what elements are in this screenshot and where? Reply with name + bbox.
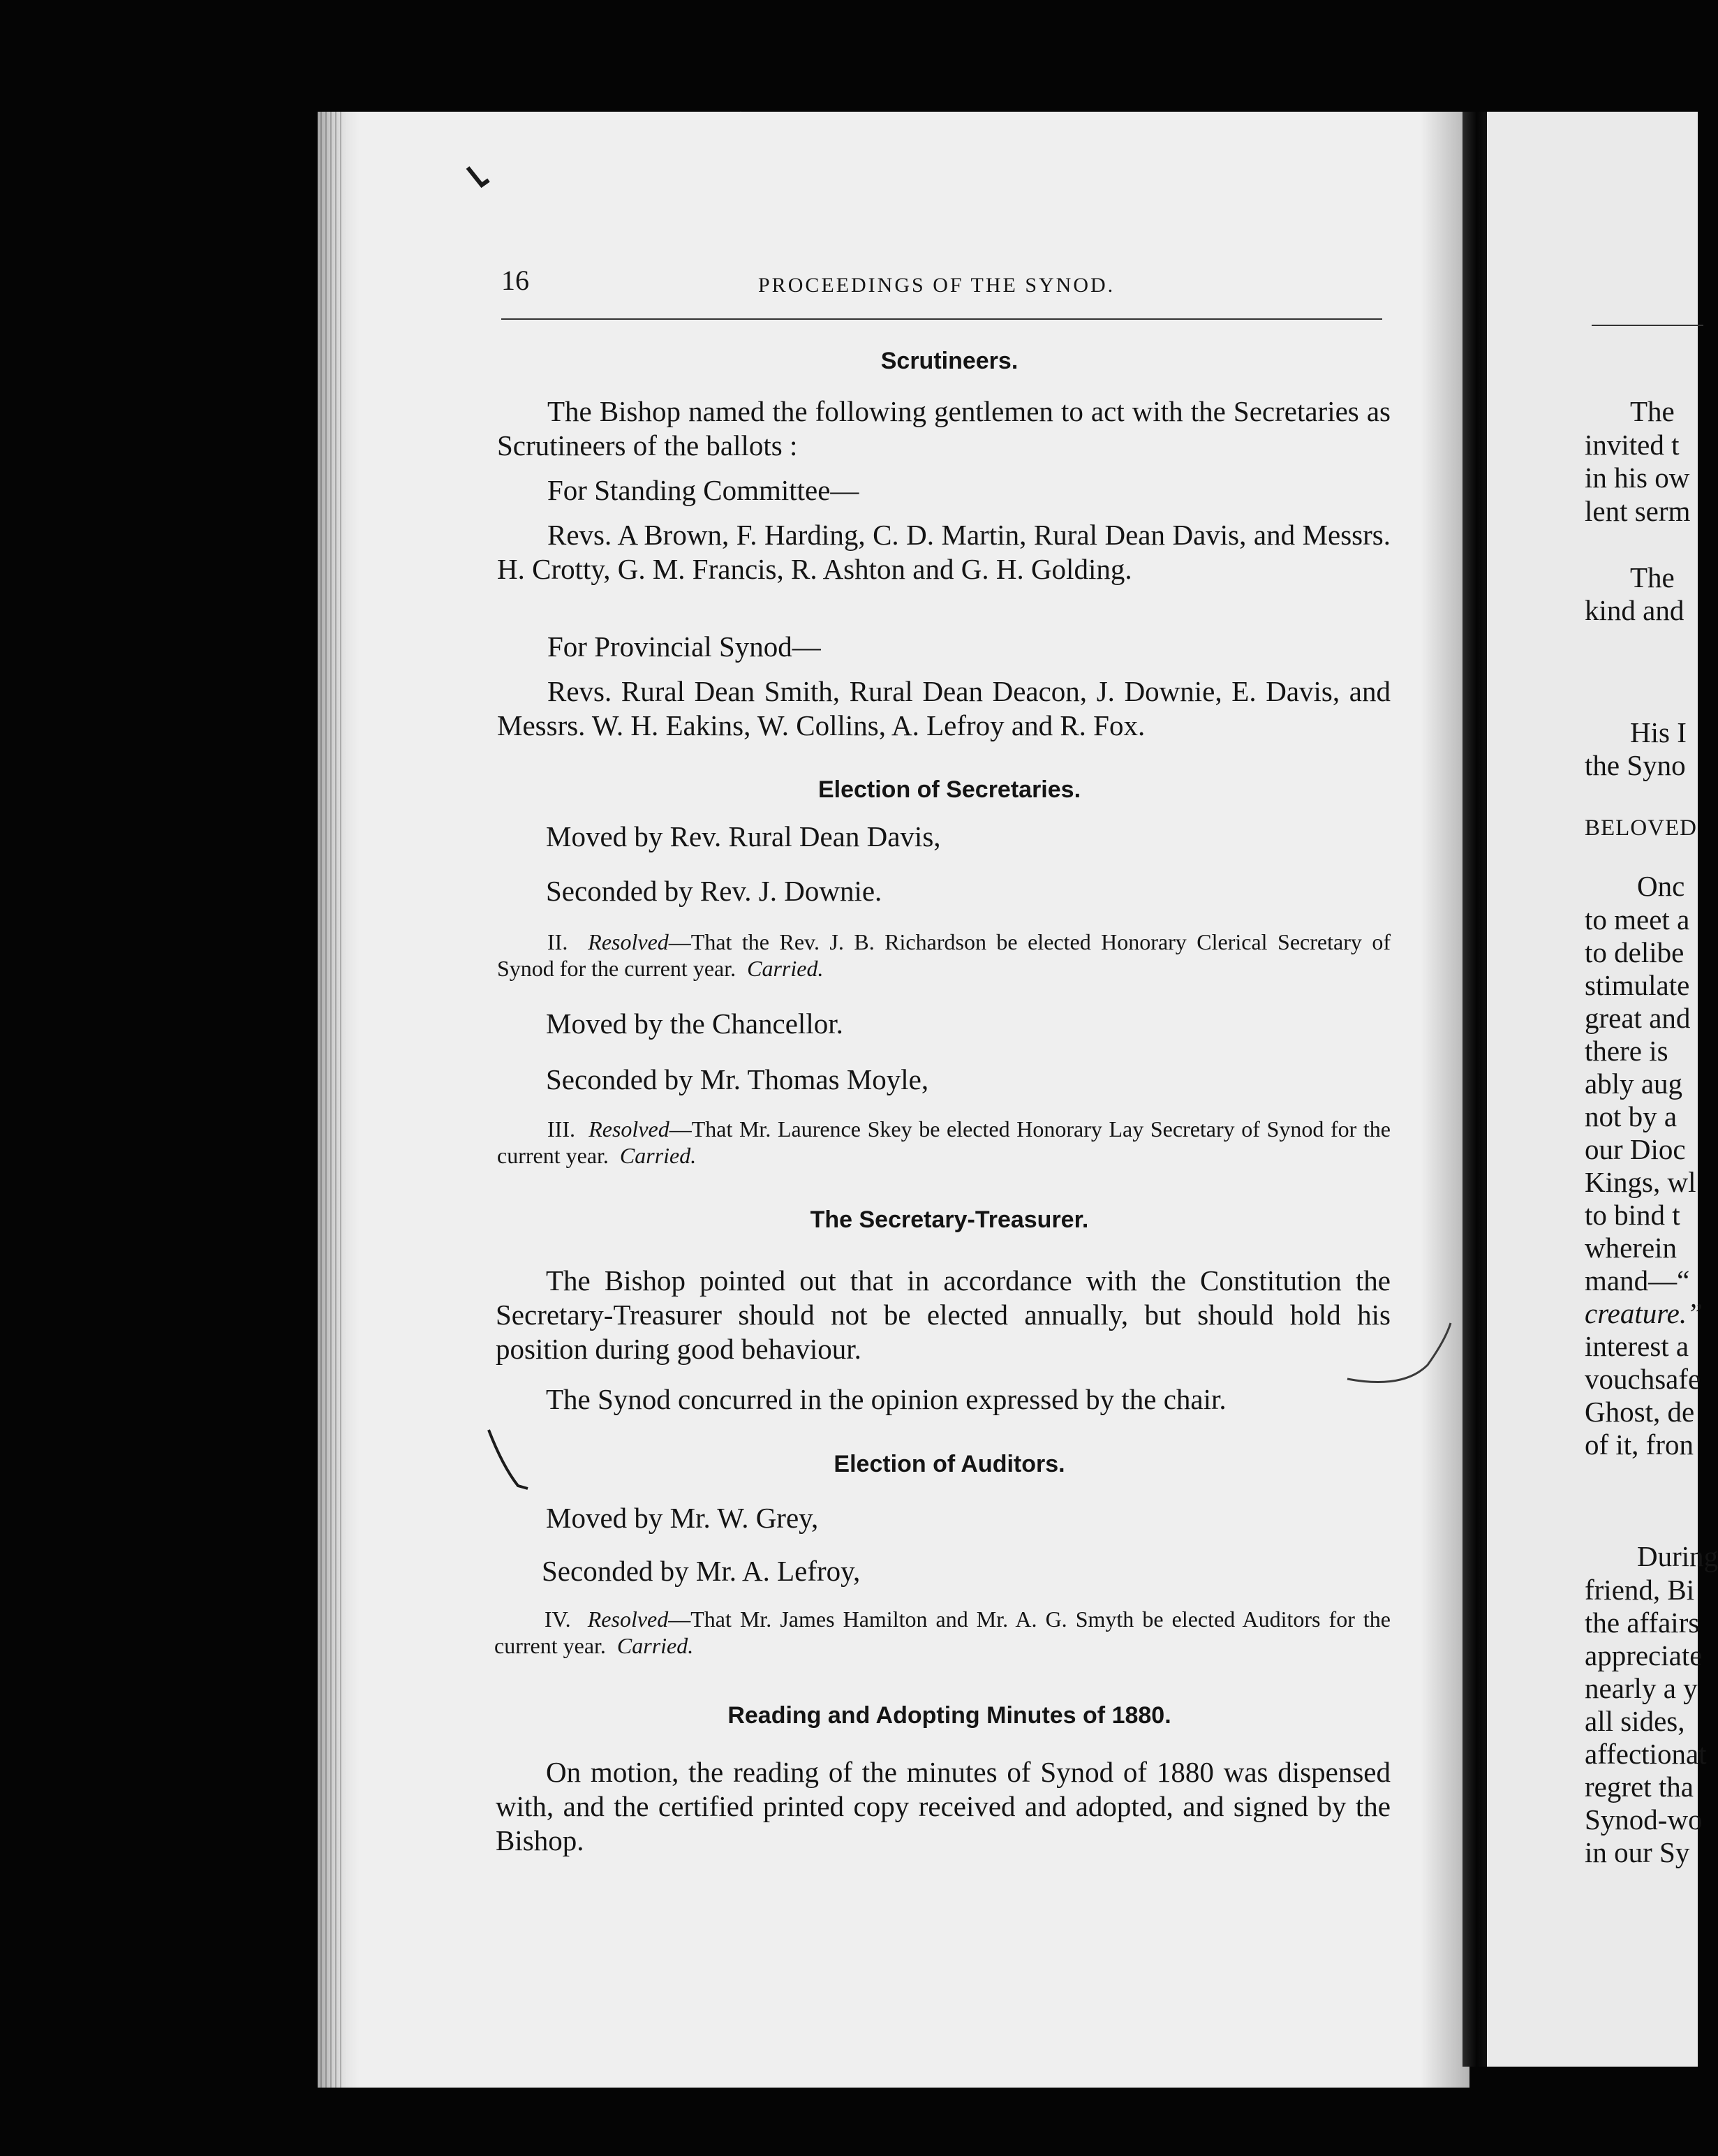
seconded-line: Seconded by Rev. J. Downie. (546, 875, 882, 907)
paragraph: Revs. Rural Dean Smith, Rural Dean Deacon, J. Downie, E. Davis, and Messrs. W. H. Eakins, W. Collins, A. Lefroy and R. Fox. (497, 675, 1391, 741)
paragraph-label: For Standing Committee— (547, 474, 859, 506)
right-line: ably aug (1585, 1068, 1683, 1100)
right-page-fragment (1487, 112, 1718, 2067)
running-head: PROCEEDINGS OF THE SYNOD. (758, 274, 1116, 297)
carried-label: Carried. (619, 1143, 697, 1168)
right-line: appreciate (1585, 1639, 1703, 1671)
moved-line: Moved by the Chancellor. (546, 1007, 843, 1040)
right-line: our Dioc (1585, 1133, 1686, 1165)
section-heading: The Secretary-Treasurer. (810, 1206, 1089, 1233)
right-line: all sides, (1585, 1705, 1685, 1737)
right-line: affectionat (1585, 1738, 1707, 1770)
section-heading: Scrutineers. (880, 348, 1019, 374)
carried-label: Carried. (747, 956, 824, 981)
right-line: to meet a (1585, 903, 1690, 936)
right-line: His I (1630, 716, 1687, 748)
right-line: Onc (1637, 870, 1685, 902)
right-line: Synod-wo (1585, 1803, 1703, 1836)
resolution-body: —That Mr. James Hamilton and Mr. A. G. Smyth be elected Auditors for the current year. (494, 1607, 1391, 1658)
resolution-body: —That the Rev. J. B. Richardson be elected Honorary Clerical Secretary of Synod for the current year. (497, 929, 1391, 981)
moved-line: Moved by Rev. Rural Dean Davis, (546, 820, 941, 852)
right-line: kind and (1585, 594, 1684, 626)
right-line: During (1637, 1540, 1718, 1572)
right-line: creature.” (1585, 1297, 1703, 1329)
right-line: invited t (1585, 429, 1680, 461)
paragraph: The Synod concurred in the opinion expressed by the chair. (546, 1383, 1227, 1415)
right-line: lent serm (1585, 495, 1691, 527)
right-line: in our Sy (1585, 1836, 1690, 1868)
right-line: not by a (1585, 1100, 1678, 1132)
resolution-text (497, 1116, 1391, 1169)
right-line: wherein (1585, 1232, 1678, 1264)
resolution-numeral: II. (547, 929, 568, 954)
resolution-numeral: IV. (545, 1607, 571, 1632)
right-line: mand—“ (1585, 1264, 1690, 1297)
paragraph: Revs. A Brown, F. Harding, C. D. Martin, Rural Dean Davis, and Messrs. H. Crotty, G. M. Francis, R. Ashton and G. H. Golding. (497, 519, 1391, 585)
seconded-line: Seconded by Mr. Thomas Moyle, (546, 1063, 929, 1095)
paragraph: The Bishop named the following gentlemen to act with the Secretaries as Scrutineers of the ballots : (497, 395, 1391, 462)
right-line: nearly a y (1585, 1672, 1698, 1704)
right-line: Ghost, de (1585, 1396, 1695, 1428)
right-line: of it, fron (1585, 1428, 1694, 1461)
right-line: great and (1585, 1002, 1691, 1034)
section-heading: Election of Auditors. (834, 1451, 1065, 1477)
header-rule (501, 318, 1382, 320)
right-line: BELOVED (1585, 815, 1697, 841)
paragraph: The Bishop pointed out that in accordance with the Constitution the Secretary-Treasurer should not be elected annually, but should hold his position during good behaviour. (496, 1264, 1391, 1365)
page-edge-lines (320, 112, 344, 2088)
page-number: 16 (501, 265, 529, 296)
right-line: the Syno (1585, 749, 1686, 781)
carried-label: Carried. (616, 1633, 694, 1658)
moved-line: Moved by Mr. W. Grey, (546, 1502, 819, 1534)
paragraph: On motion, the reading of the minutes of Synod of 1880 was dispensed with, and the certified printed copy received and adopted, and signed by the Bishop. (496, 1756, 1391, 1856)
right-line: interest a (1585, 1330, 1689, 1362)
resolved-label: Resolved (588, 1116, 669, 1142)
right-line: vouchsafe (1585, 1363, 1701, 1395)
right-line: in his ow (1585, 462, 1690, 494)
right-line: to bind t (1585, 1199, 1680, 1231)
resolution-numeral: III. (547, 1116, 575, 1142)
right-line: to delibe (1585, 936, 1684, 968)
resolved-label: Resolved (587, 1607, 669, 1632)
right-line: the affairs (1585, 1607, 1700, 1639)
seconded-line: Seconded by Mr. A. Lefroy, (542, 1555, 861, 1587)
section-heading: Election of Secretaries. (817, 776, 1081, 803)
resolution-body: —That Mr. Laurence Skey be elected Honorary Lay Secretary of Synod for the current year. (497, 1116, 1391, 1168)
paragraph-label: For Provincial Synod— (547, 630, 821, 663)
right-header-rule (1592, 325, 1703, 326)
section-heading: Reading and Adopting Minutes of 1880. (727, 1702, 1171, 1729)
right-line: The (1630, 561, 1675, 593)
right-line: regret tha (1585, 1771, 1694, 1803)
right-line: there is (1585, 1035, 1668, 1067)
right-line: Kings, wl (1585, 1166, 1696, 1198)
right-line: The (1630, 395, 1675, 427)
right-line: friend, Bi (1585, 1574, 1695, 1606)
resolution-text (494, 1606, 1391, 1659)
right-line: stimulate (1585, 969, 1690, 1001)
resolution-text (497, 929, 1391, 982)
resolved-label: Resolved (588, 929, 669, 954)
